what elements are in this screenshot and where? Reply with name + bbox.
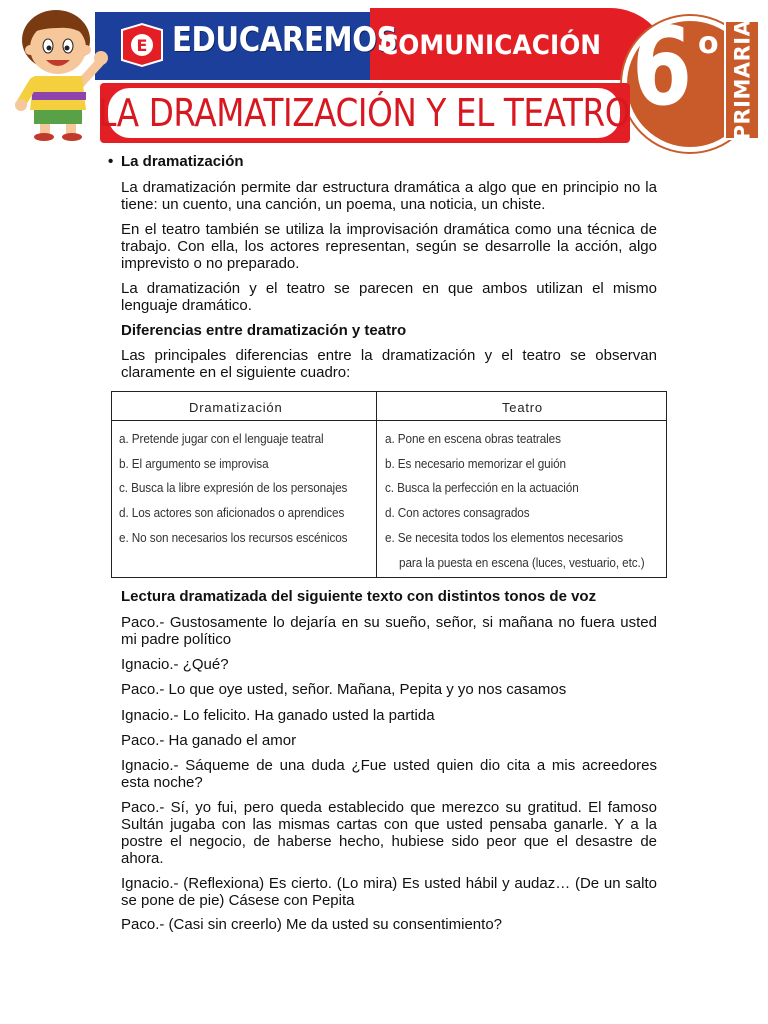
dialogue-line: Paco.- Gustosamente lo dejaría en su sueño, señor, si mañana no fuera usted mi padre político [121, 614, 657, 648]
page-title: LA DRAMATIZACIÓN Y EL TEATRO [98, 91, 630, 135]
paragraph-3: La dramatización y el teatro se parecen en que ambos utilizan el mismo lenguaje dramático. [121, 280, 657, 314]
page-header [0, 0, 768, 150]
grade-number: 6 [632, 5, 693, 130]
table-cell: b. Es necesario memorizar el guión [385, 457, 566, 471]
table-cell: e. Se necesita todos los elementos necesarios [385, 531, 624, 545]
table-divider-horizontal [112, 420, 666, 421]
dialogue-line: Ignacio.- Lo felicito. Ha ganado usted la partida [121, 707, 435, 724]
paragraph-1: La dramatización permite dar estructura dramática a algo que en principio no la tiene: un cuento, una canción, un poema, una noticia, un chiste. [121, 179, 657, 213]
table-cell: e. No son necesarios los recursos escénicos [119, 531, 348, 545]
section-heading-diferencias: Diferencias entre dramatización y teatro [121, 322, 407, 339]
title-box [98, 88, 630, 138]
dialogue-line: Paco.- Lo que oye usted, señor. Mañana, Pepita y yo nos casamos [121, 681, 567, 698]
subject-label: COMUNICACIÓN [380, 30, 602, 61]
bullet-marker: • [108, 153, 114, 170]
dialogue-line: Ignacio.- ¿Qué? [121, 656, 229, 673]
table-cell: d. Con actores consagrados [385, 506, 530, 520]
table-header-teatro: Teatro [502, 400, 543, 415]
dialogue-line: Ignacio.- (Reflexiona) Es cierto. (Lo mira) Es usted hábil y audaz… (De un salto se pone de pie) Cásese con Pepita [121, 875, 657, 909]
comparison-table [111, 391, 667, 578]
grade-suffix: o [698, 26, 719, 61]
table-header-dramatizacion: Dramatización [189, 400, 283, 415]
table-cell: c. Busca la perfección en la actuación [385, 481, 579, 495]
dialogue-line: Paco.- Sí, yo fui, pero queda establecido que merezco su gratitud. El famoso Sultán jugaba con las mismas cartas con que usted pensaba ganarle. Y a la postre el negocio, de haberse hecho, hubiese sido peor que el desastre de ahora. [121, 799, 657, 867]
level-label: PRIMARIA [730, 19, 755, 141]
table-cell: para la puesta en escena (luces, vestuario, etc.) [399, 556, 645, 570]
table-cell: c. Busca la libre expresión de los personajes [119, 481, 348, 495]
level-badge [724, 20, 760, 140]
table-cell: d. Los actores son aficionados o aprendices [119, 506, 345, 520]
dialogue-line: Paco.- Ha ganado el amor [121, 732, 297, 749]
section-heading-dramatizacion [108, 152, 244, 172]
table-cell: a. Pretende jugar con el lenguaje teatral [119, 432, 324, 446]
brand-name: EDUCAREMOS [172, 20, 398, 60]
book-logo-icon [118, 20, 166, 68]
table-cell: a. Pone en escena obras teatrales [385, 432, 561, 446]
paragraph-2: En el teatro también se utiliza la improvisación dramática como una técnica de trabajo. Con ella, los actores representan, según se desarrolle la acción, algo imprevisto o no preparado. [121, 221, 657, 272]
section-heading-lectura: Lectura dramatizada del siguiente texto con distintos tonos de voz [121, 588, 597, 605]
brand-icon-letter: E [136, 36, 148, 55]
heading-text: La dramatización [121, 153, 244, 170]
paragraph-intro: Las principales diferencias entre la dramatización y el teatro se observan claramente en el siguiente cuadro: [121, 347, 657, 381]
cartoon-boy-icon [8, 6, 108, 142]
dialogue-line: Paco.- (Casi sin creerlo) Me da usted su consentimiento? [121, 916, 503, 933]
table-cell: b. El argumento se improvisa [119, 457, 269, 471]
dialogue-line: Ignacio.- Sáqueme de una duda ¿Fue usted quien dio cita a mis acreedores esta noche? [121, 757, 657, 791]
